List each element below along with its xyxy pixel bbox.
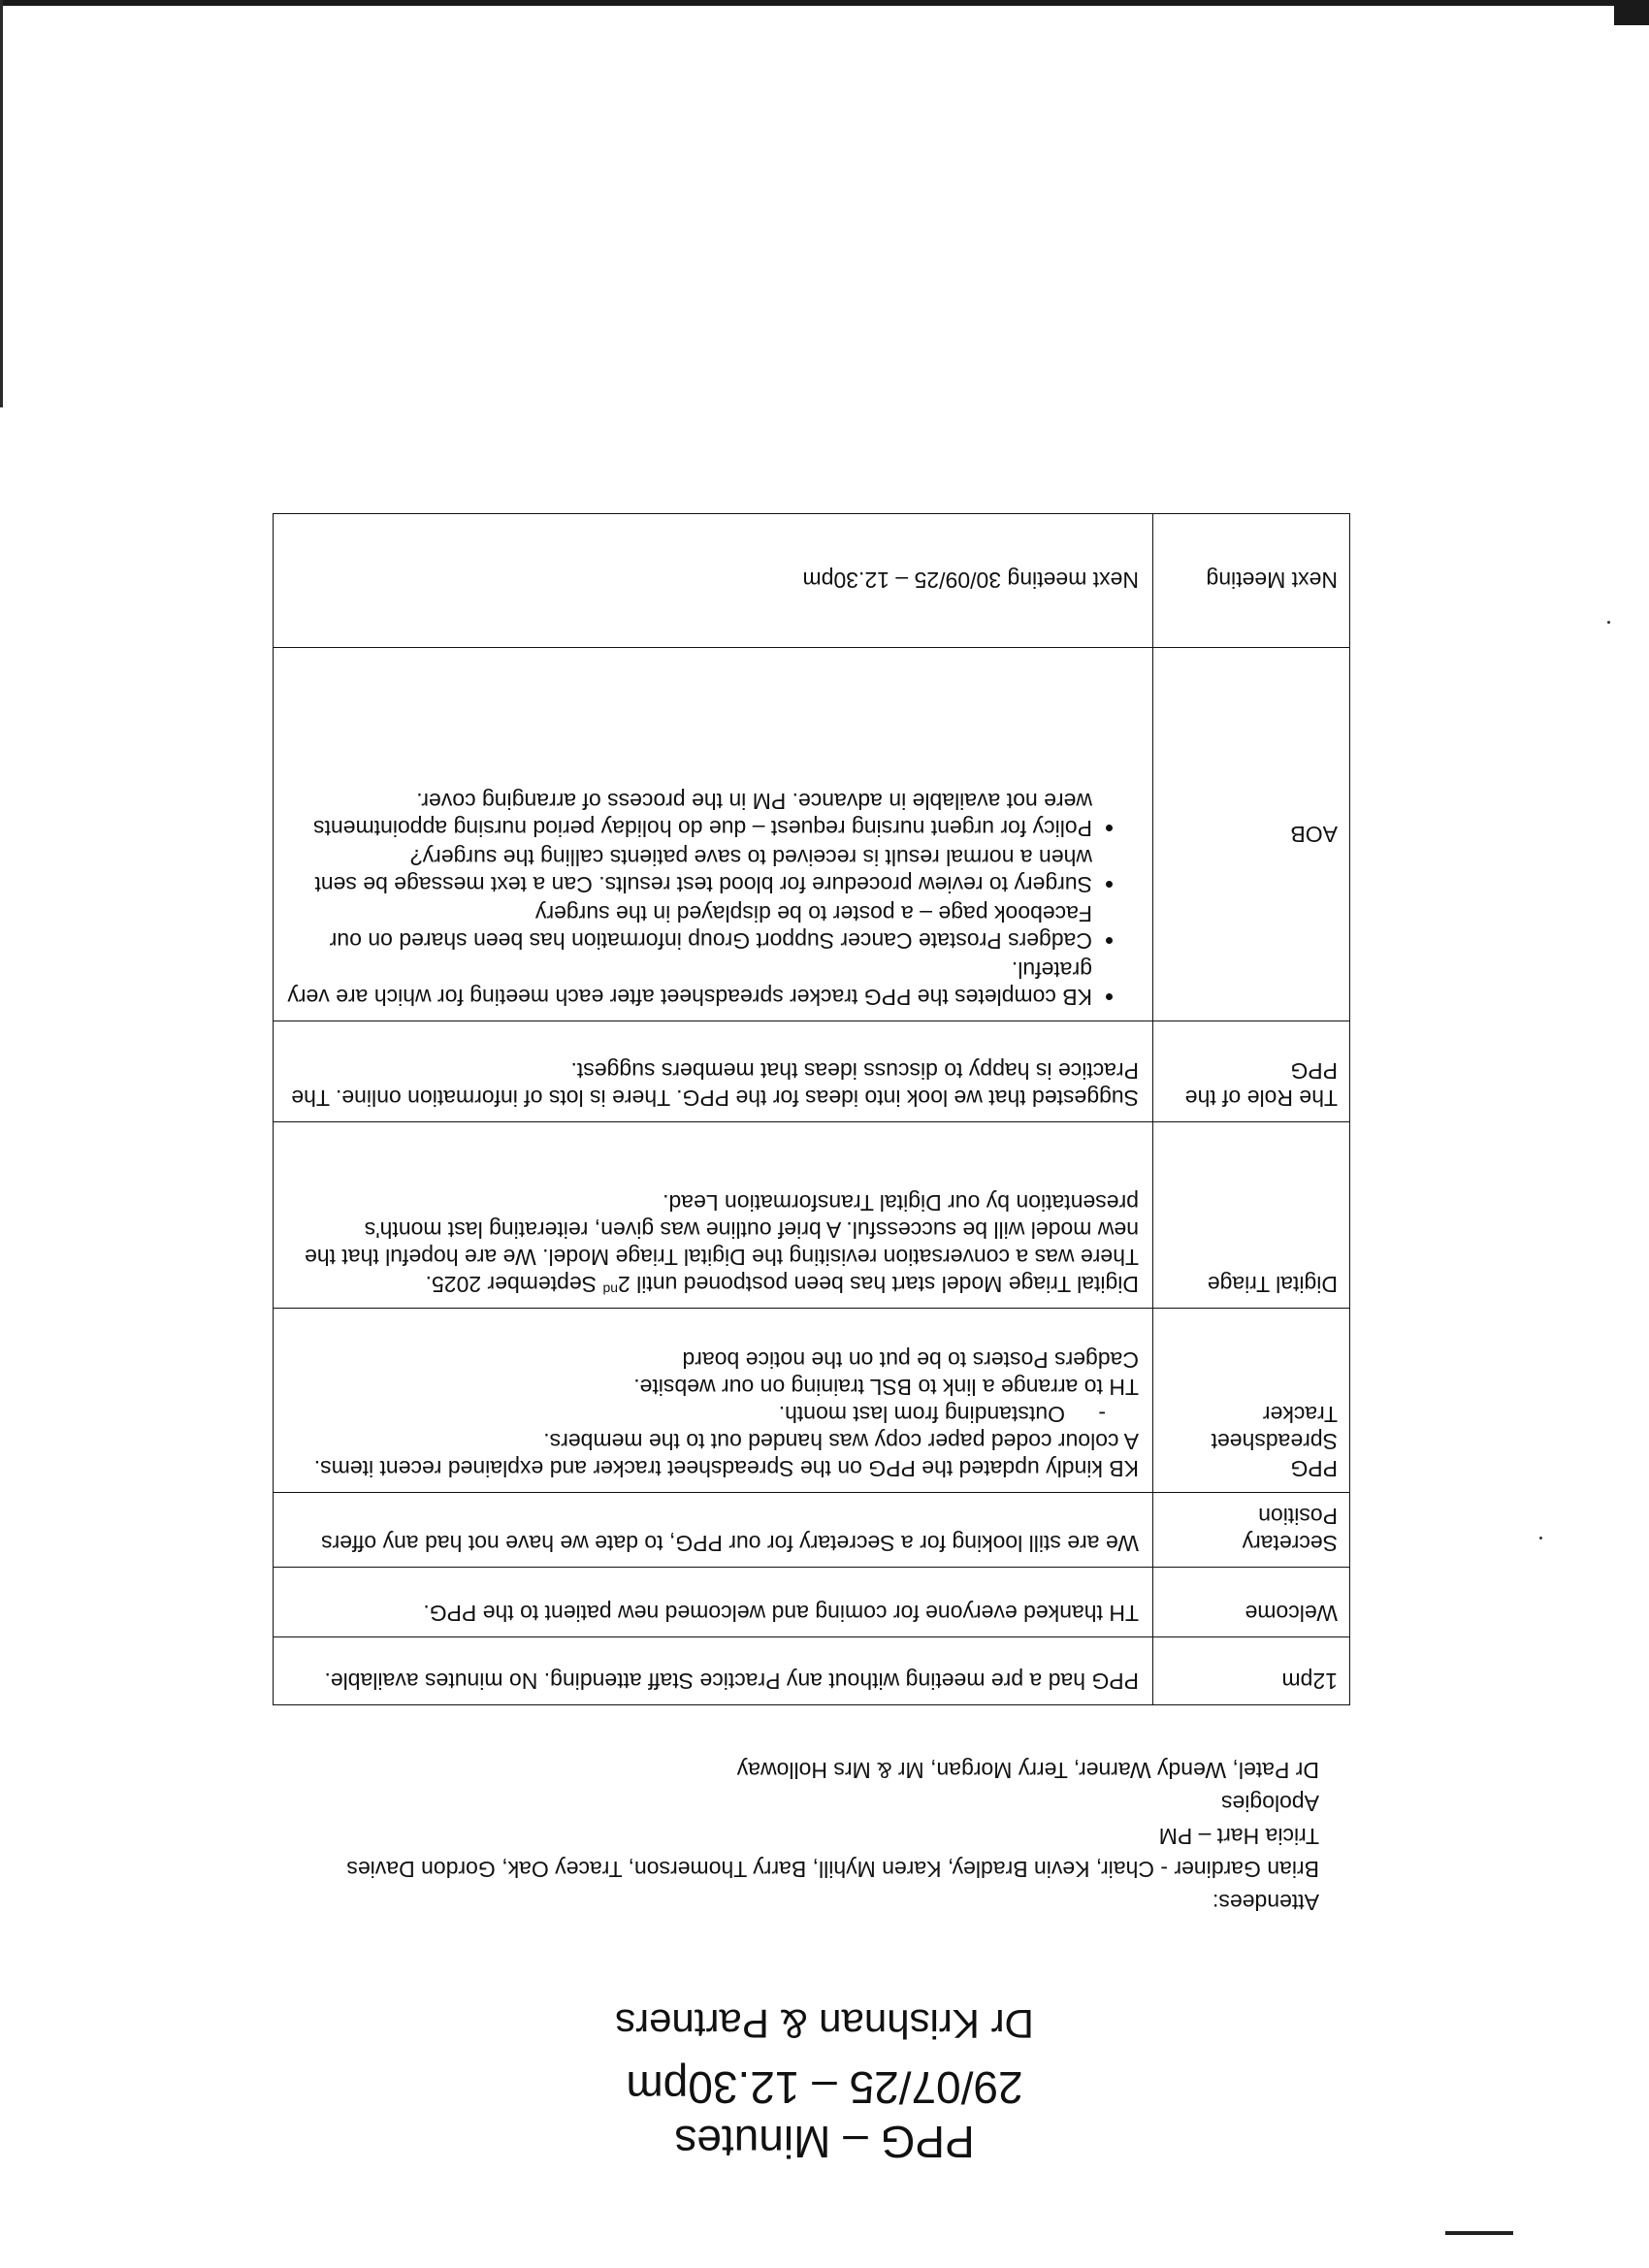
table-row [274, 1309, 1350, 1493]
tracker-paper-copy-text: A colour coded paper copy was handed out to the members. [543, 1429, 1139, 1454]
agenda-label: AOB [1153, 648, 1350, 1021]
agenda-content: Suggested that we look into ideas for the PPG. There is lots of information online. The Practice is happy to discuss ideas that members suggest. [274, 1021, 1153, 1122]
agenda-label: Secretary Position [1153, 1493, 1350, 1568]
agenda-label: PPG Spreadsheet Tracker [1153, 1309, 1350, 1493]
date-suffix: nd [602, 1281, 618, 1298]
attendees-staff: Tricia Hart – PM [1158, 1824, 1319, 1849]
table-row [274, 1568, 1350, 1637]
triage-postponed-text [285, 1271, 1139, 1298]
cadgers-posters-text: Cadgers Posters to be put on the notice board [682, 1347, 1139, 1373]
list-item: • Policy for urgent nursing request – due do holiday period nursing appointments were not available in advance. PM in the process of arranging cover. [285, 788, 1092, 842]
agenda-label: 12pm [1153, 1637, 1350, 1705]
aob-bullet-list [285, 788, 1139, 1011]
agenda-content: We are still looking for a Secretary for our PPG, to date we have not had any offers [274, 1493, 1153, 1568]
tracker-update-text: KB kindly updated the PPG on the Spreadsheet tracker and explained recent items. [313, 1456, 1139, 1481]
table-row [274, 1021, 1350, 1122]
attendance-section [155, 1754, 1319, 1919]
agenda-content: TH thanked everyone for coming and welcomed new patient to the PPG. [274, 1568, 1153, 1637]
table-row [274, 1493, 1350, 1568]
apologies-list: Dr Patel, Wendy Warner, Terry Morgan, Mr & Mrs Holloway [736, 1758, 1319, 1783]
triage-conversation-text: There was a conversation revisiting the Digital Triage Model. We are hopeful that the new model will be successful. A brief outline was given, reiterating last month's presentation by our Digital Transformation Lead. [305, 1190, 1139, 1270]
triage-postponed-end: September 2025. [425, 1272, 603, 1297]
table-row [274, 1637, 1350, 1705]
agenda-label: The Role of the PPG [1153, 1021, 1350, 1122]
list-item: • Surgery to review procedure for blood test results. Can a text message be sent when a normal result is received to save patients calling the surgery? [285, 844, 1092, 898]
agenda-content: Next meeting 30/09/25 – 12.30pm [274, 514, 1153, 648]
list-item: • Cadgers Prostate Cancer Support Group information has been shared on our Facebook page – a poster to be displayed in the surgery [285, 900, 1092, 955]
title-line-1: PPG – Minutes [674, 2117, 975, 2167]
list-item: • KB completes the PPG tracker spreadsheet after each meeting for which are very grateful. [285, 956, 1092, 1011]
table-row [274, 514, 1350, 648]
table-row [274, 1122, 1350, 1309]
title-line-2: 29/07/25 – 12.30pm [626, 2062, 1023, 2113]
practice-name: Dr Krishnan & Partners [615, 2001, 1034, 2047]
agenda-content: PPG had a pre meeting without any Practice Staff attending. No minutes available. [274, 1637, 1153, 1705]
table-row [274, 648, 1350, 1021]
agenda-label: Next Meeting [1153, 514, 1350, 648]
agenda-content [274, 1309, 1153, 1493]
bsl-training-text: TH to arrange a link to BSL training on our website. [633, 1375, 1139, 1400]
attendees-label: Attendees: [1212, 1890, 1319, 1915]
document-title [0, 2060, 1649, 2169]
triage-postponed-start: Digital Triage Model start has been postponed until 2 [618, 1272, 1139, 1297]
outstanding-dash-item: - Outstanding from last month. [285, 1401, 1139, 1428]
agenda-content [274, 1122, 1153, 1309]
attendees-list: Brian Gardiner - Chair, Kevin Bradley, Karen Myhill, Barry Thomerson, Tracey Oak, Gordon Davies [346, 1857, 1319, 1882]
apologies-label: Apologies [1220, 1791, 1319, 1816]
agenda-content [274, 648, 1153, 1021]
minutes-table [273, 513, 1350, 1705]
agenda-label: Welcome [1153, 1568, 1350, 1637]
agenda-label: Digital Triage [1153, 1122, 1350, 1309]
